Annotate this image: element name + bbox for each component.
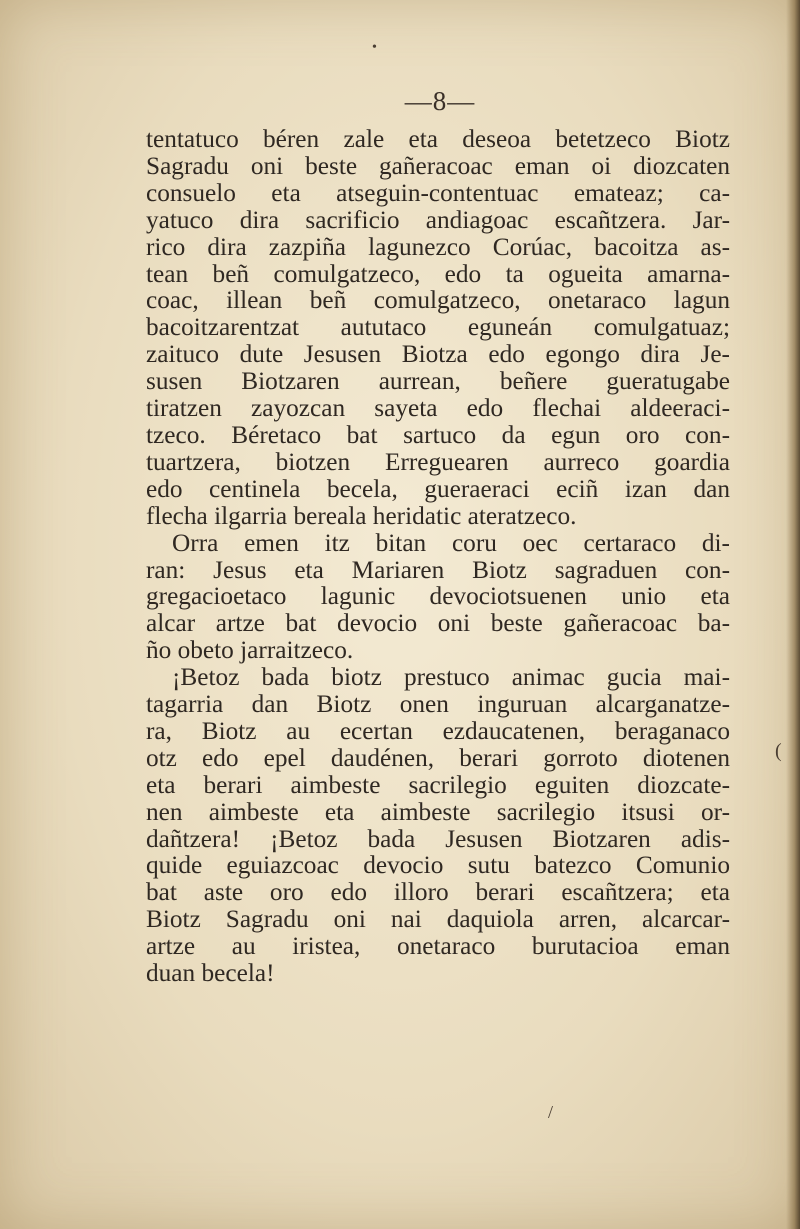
text-line: ¡Betoz bada biotz prestuco animac gucia mai- bbox=[172, 663, 730, 692]
text-line: tentatuco béren zale eta deseoa betetzeco Biotz bbox=[146, 125, 730, 153]
text-line: coac, illean beñ comulgatzeco, onetaraco lagun bbox=[146, 286, 730, 315]
text-line: dañtzera! ¡Betoz bada Jesusen Biotzaren adis- bbox=[146, 824, 730, 853]
text-line: flecha ilgarria bereala heridatic ateratzeco. bbox=[146, 501, 577, 530]
text-line: ran: Jesus eta Mariaren Biotz sagraduen con- bbox=[146, 555, 730, 584]
text-line: ra, Biotz au ecertan ezdaucatenen, beraganaco bbox=[146, 716, 730, 745]
text-line: tean beñ comulgatzeco, edo ta ogueita amarna- bbox=[146, 259, 730, 288]
ink-speck: / bbox=[548, 1102, 554, 1122]
text-line: edo centinela becela, gueraeraci eciñ izan dan bbox=[146, 474, 730, 503]
text-line: bat aste oro edo illoro berari escañtzera; eta bbox=[146, 878, 730, 907]
text-line: artze au iristea, onetaraco burutacioa eman bbox=[146, 932, 730, 961]
text-line: tiratzen zayozcan sayeta edo flechai aldeeraci- bbox=[146, 394, 730, 423]
text-line: rico dira zazpiña lagunezco Corúac, bacoitza as- bbox=[146, 232, 730, 261]
text-line: nen aimbeste eta aimbeste sacrilegio itsusi or- bbox=[146, 797, 730, 826]
text-line: Orra emen itz bitan coru oec certaraco di- bbox=[172, 528, 730, 557]
page-text bbox=[146, 126, 730, 987]
text-line: zaituco dute Jesusen Biotza edo egongo dira Je- bbox=[146, 340, 730, 369]
text-line: yatuco dira sacrificio andiagoac escañtzera. Jar- bbox=[146, 205, 730, 234]
text-line: quide eguiazcoac devocio sutu batezco Comunio bbox=[146, 851, 730, 880]
text-line: alcar artze bat devocio oni beste gañeracoac ba- bbox=[146, 609, 730, 638]
text-line: otz edo epel daudénen, berari gorroto diotenen bbox=[146, 743, 730, 772]
text-line: bacoitzarentzat aututaco eguneán comulgatuaz; bbox=[146, 313, 730, 342]
ink-speck: ( bbox=[775, 740, 782, 762]
text-line: Sagradu oni beste gañeracoac eman oi diozcaten bbox=[146, 151, 730, 180]
text-line: duan becela! bbox=[146, 959, 275, 988]
text-line: tagarria dan Biotz onen inguruan alcarganatze- bbox=[146, 690, 730, 719]
text-line: eta berari aimbeste sacrilegio eguiten diozcate- bbox=[146, 770, 730, 799]
page-number: —8— bbox=[404, 86, 476, 116]
page-edge-shadow bbox=[786, 0, 800, 1229]
text-line: consuelo eta atseguin-contentuac emateaz; ca- bbox=[146, 178, 730, 207]
text-line: ño obeto jarraitzeco. bbox=[146, 636, 354, 665]
text-line: tuartzera, biotzen Erreguearen aurreco goardia bbox=[146, 447, 730, 476]
text-line: susen Biotzaren aurrean, beñere gueratugabe bbox=[146, 367, 730, 396]
text-line: Biotz Sagradu oni nai daquiola arren, alcarcar- bbox=[146, 905, 730, 934]
text-line: tzeco. Béretaco bat sartuco da egun oro con- bbox=[146, 420, 730, 449]
text-line: gregacioetaco lagunic devociotsuenen unio eta bbox=[146, 582, 730, 611]
ink-speck: • bbox=[372, 40, 377, 55]
